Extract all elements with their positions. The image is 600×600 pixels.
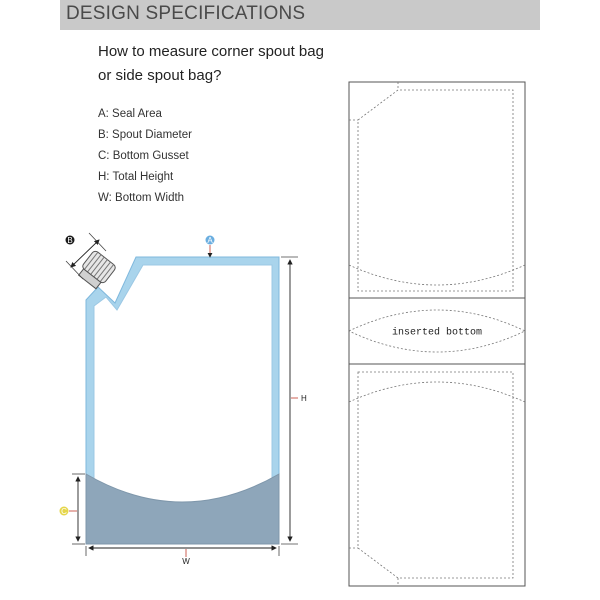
measure-question: How to measure corner spout bag or side spout bag? <box>98 43 324 84</box>
bottom-gusset-dimension <box>60 474 86 544</box>
marker-b-label: B <box>67 235 73 245</box>
inserted-bottom-label: inserted bottom <box>391 327 483 339</box>
marker-c-label: C <box>61 506 67 516</box>
total-height-dimension <box>281 257 307 544</box>
h-label: H <box>301 394 307 403</box>
seal-area-marker <box>206 236 215 258</box>
legend-item-spout-diameter: B: Spout Diameter <box>98 129 192 141</box>
legend-item-bottom-gusset: C: Bottom Gusset <box>98 150 189 162</box>
legend-item-total-height: H: Total Height <box>98 171 174 183</box>
legend-item-bottom-width: W: Bottom Width <box>98 192 185 204</box>
front-panel <box>349 82 525 298</box>
w-label: W <box>182 557 190 566</box>
spout-pouch-diagram <box>60 233 308 566</box>
marker-a-label: A <box>207 235 213 245</box>
legend-item-seal-area: A: Seal Area <box>98 108 162 120</box>
back-panel <box>349 364 525 586</box>
page-title: DESIGN SPECIFICATIONS <box>66 3 306 24</box>
flat-layout-diagram <box>349 82 525 586</box>
bottom-width-dimension <box>86 546 279 566</box>
